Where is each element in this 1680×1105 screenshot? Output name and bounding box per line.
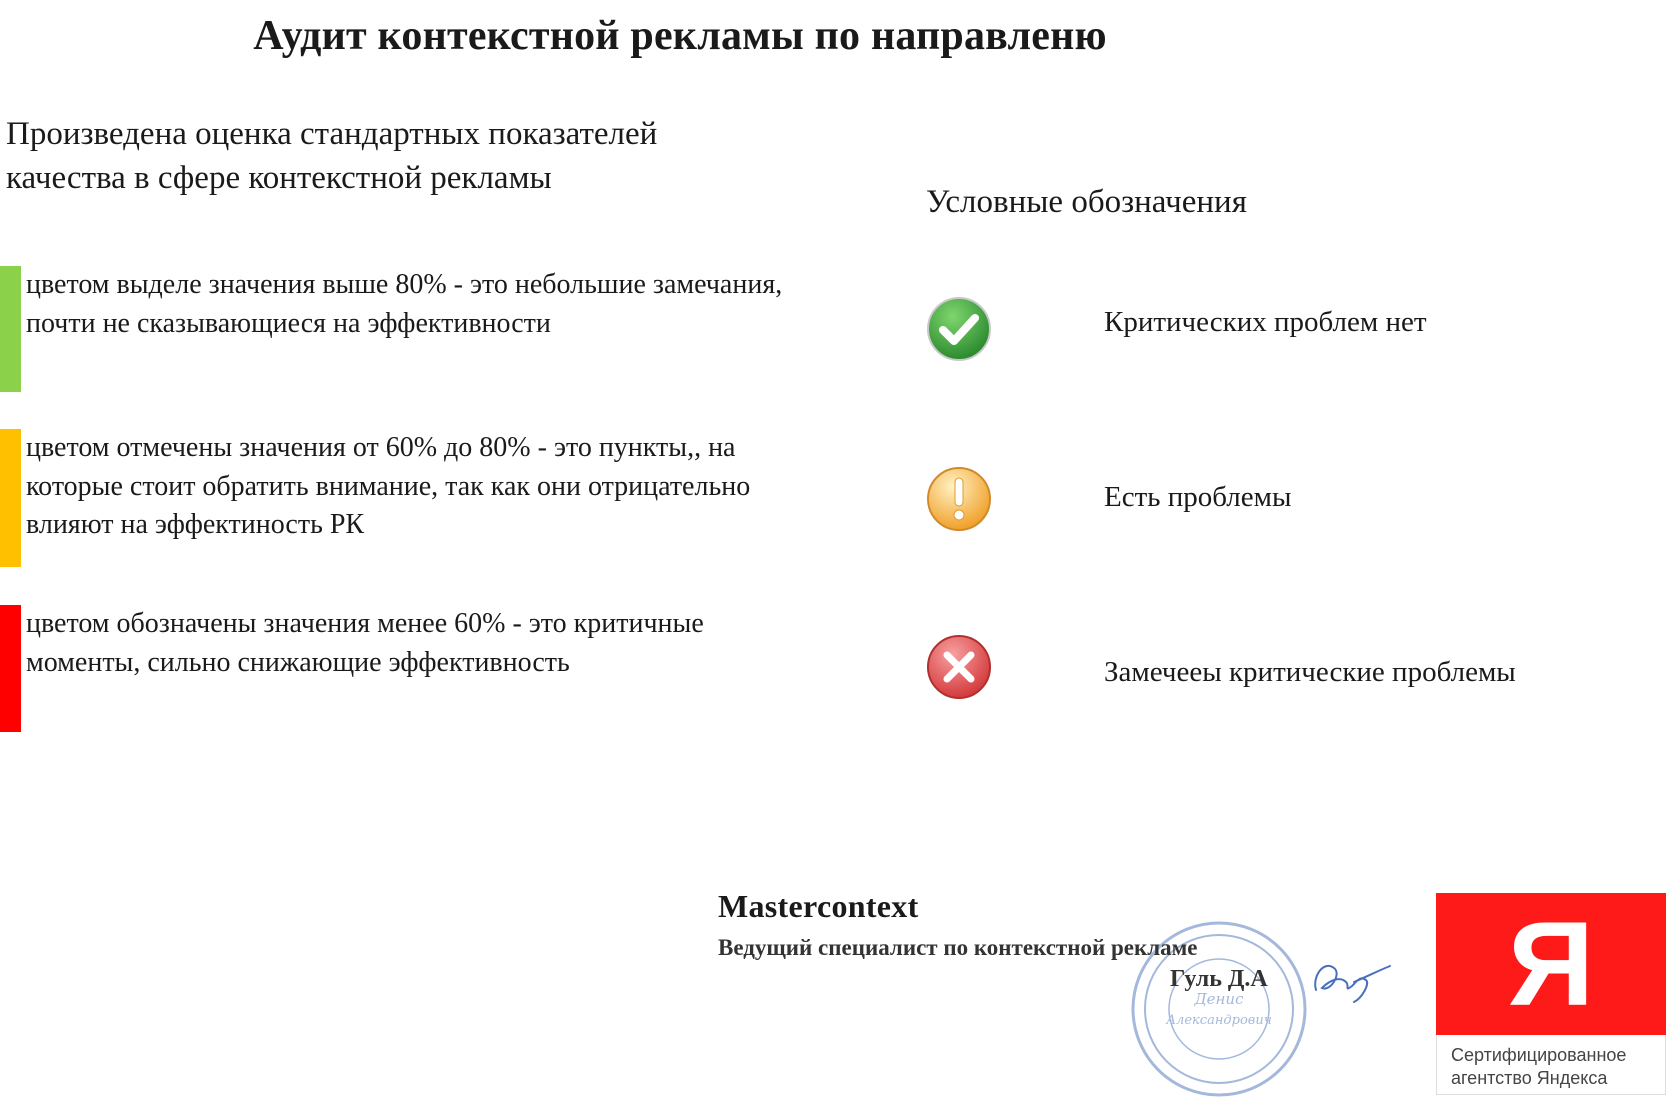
yandex-logo [1436, 893, 1666, 1035]
color-scale-red-text: цветом обозначены значения менее 60% - это критичные моменты, сильно снижающие эффективность [26, 608, 704, 678]
signature [1310, 946, 1394, 1006]
yandex-badge-caption: Сертифицированное агентство Яндекса [1451, 1045, 1627, 1088]
legend-heading: Условные обозначения [926, 184, 1247, 220]
color-scale-green-text: цветом выделе значения выше 80% - это небольшие замечания, почти не сказывающиеся на эффективности [26, 269, 783, 339]
yandex-certified-badge [1436, 893, 1666, 1095]
legend-label-ok: Критических проблем нет [1104, 306, 1427, 338]
legend-label-critical: Замечееы критические проблемы [1104, 656, 1516, 688]
check-icon [926, 296, 992, 362]
color-scale-yellow-text: цветом отмечены значения от 60% до 80% - это пункты,, на которые стоит обратить внимание, так как они отрицательно влияют на эффектиность РК [26, 432, 751, 540]
specialist-name: Гуль Д.А [1170, 966, 1268, 992]
legend-label-warning: Есть проблемы [1104, 481, 1292, 513]
page-title: Аудит контекстной рекламы по направленю [253, 13, 1107, 59]
brand-name: Mastercontext [718, 888, 919, 924]
intro-text: Произведена оценка стандартных показателей качества в сфере контекстной рекламы [6, 116, 658, 196]
svg-text:Денис: Денис [1194, 990, 1244, 1008]
color-bar-yellow [0, 429, 21, 567]
yandex-letter: Я [1507, 897, 1595, 1031]
warning-icon [926, 466, 992, 532]
error-icon [926, 634, 992, 700]
color-bar-red [0, 605, 21, 732]
svg-text:Александрович: Александрович [1166, 1013, 1272, 1028]
color-bar-green [0, 266, 21, 392]
specialist-role: Ведущий специалист по контекстной рекламе [718, 935, 1198, 960]
